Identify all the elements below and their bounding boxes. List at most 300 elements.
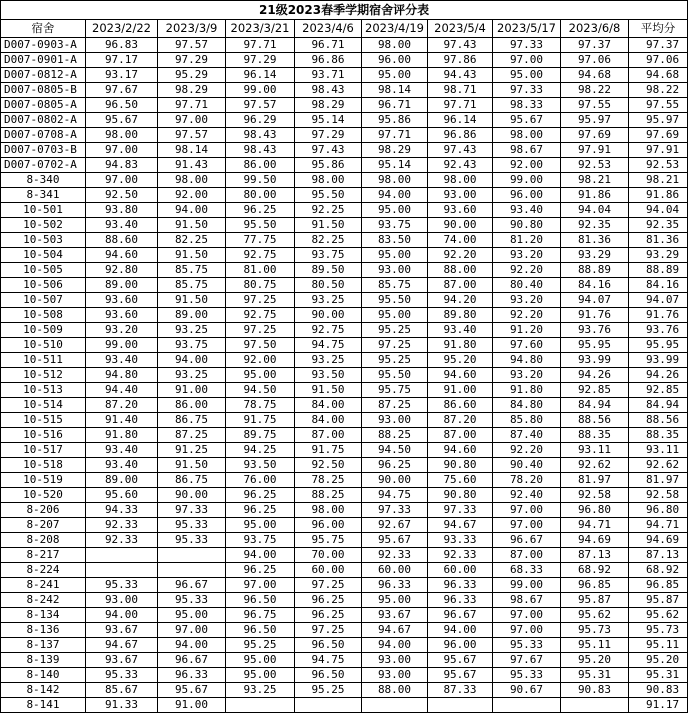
score-cell[interactable]: 93.25: [295, 353, 362, 368]
score-cell[interactable]: 86.75: [158, 413, 226, 428]
score-cell[interactable]: 94.04: [561, 203, 629, 218]
score-cell[interactable]: 93.40: [86, 443, 158, 458]
score-cell[interactable]: 96.00: [295, 518, 362, 533]
score-cell[interactable]: 95.00: [226, 368, 295, 383]
score-cell[interactable]: 96.14: [428, 113, 493, 128]
score-cell[interactable]: 93.00: [362, 413, 428, 428]
score-cell[interactable]: 98.00: [493, 128, 561, 143]
score-cell[interactable]: 94.25: [226, 443, 295, 458]
score-cell[interactable]: 97.00: [493, 518, 561, 533]
average-cell[interactable]: 92.85: [629, 383, 688, 398]
score-cell[interactable]: 96.25: [295, 608, 362, 623]
score-cell[interactable]: 95.67: [428, 668, 493, 683]
score-cell[interactable]: 95.00: [362, 203, 428, 218]
sheet-title[interactable]: 21级2023春季学期宿舍评分表: [1, 1, 688, 20]
score-cell[interactable]: 92.75: [226, 248, 295, 263]
score-cell[interactable]: 94.00: [226, 548, 295, 563]
score-cell[interactable]: 91.50: [158, 218, 226, 233]
score-cell[interactable]: 93.20: [493, 293, 561, 308]
score-cell[interactable]: 94.00: [428, 623, 493, 638]
average-cell[interactable]: 88.56: [629, 413, 688, 428]
score-cell[interactable]: 87.20: [86, 398, 158, 413]
dorm-cell[interactable]: 10-513: [1, 383, 86, 398]
score-cell[interactable]: 94.68: [561, 68, 629, 83]
dorm-cell[interactable]: 8-242: [1, 593, 86, 608]
score-cell[interactable]: 88.00: [428, 263, 493, 278]
score-cell[interactable]: 90.80: [493, 218, 561, 233]
score-cell[interactable]: 80.40: [493, 278, 561, 293]
score-cell[interactable]: 95.00: [226, 518, 295, 533]
score-cell[interactable]: [86, 548, 158, 563]
score-cell[interactable]: 94.33: [86, 503, 158, 518]
score-cell[interactable]: 95.00: [362, 68, 428, 83]
score-cell[interactable]: 98.43: [226, 143, 295, 158]
score-cell[interactable]: 93.20: [493, 368, 561, 383]
score-cell[interactable]: 91.80: [86, 428, 158, 443]
average-cell[interactable]: 95.87: [629, 593, 688, 608]
score-cell[interactable]: 92.20: [493, 308, 561, 323]
score-cell[interactable]: 91.00: [428, 383, 493, 398]
score-cell[interactable]: 97.25: [226, 323, 295, 338]
score-cell[interactable]: 78.25: [295, 473, 362, 488]
score-cell[interactable]: 94.67: [428, 518, 493, 533]
score-cell[interactable]: 92.80: [86, 263, 158, 278]
dorm-cell[interactable]: 8-137: [1, 638, 86, 653]
score-cell[interactable]: 95.67: [428, 653, 493, 668]
average-cell[interactable]: 95.20: [629, 653, 688, 668]
score-cell[interactable]: 93.00: [362, 263, 428, 278]
score-cell[interactable]: 89.80: [428, 308, 493, 323]
score-cell[interactable]: 85.80: [493, 413, 561, 428]
score-cell[interactable]: 81.36: [561, 233, 629, 248]
dorm-cell[interactable]: 8-207: [1, 518, 86, 533]
score-cell[interactable]: 97.71: [158, 98, 226, 113]
score-cell[interactable]: 93.75: [226, 533, 295, 548]
score-cell[interactable]: 92.53: [561, 158, 629, 173]
score-cell[interactable]: 97.91: [561, 143, 629, 158]
average-cell[interactable]: 97.37: [629, 38, 688, 53]
score-cell[interactable]: 91.86: [561, 188, 629, 203]
dorm-cell[interactable]: 8-140: [1, 668, 86, 683]
score-cell[interactable]: 98.22: [561, 83, 629, 98]
score-cell[interactable]: 88.35: [561, 428, 629, 443]
dorm-cell[interactable]: 8-141: [1, 698, 86, 713]
score-cell[interactable]: 84.80: [493, 398, 561, 413]
average-cell[interactable]: 81.97: [629, 473, 688, 488]
score-cell[interactable]: 97.25: [295, 623, 362, 638]
dorm-cell[interactable]: 10-505: [1, 263, 86, 278]
score-cell[interactable]: 95.00: [493, 68, 561, 83]
average-cell[interactable]: 84.16: [629, 278, 688, 293]
score-cell[interactable]: 85.67: [86, 683, 158, 698]
score-cell[interactable]: 86.75: [158, 473, 226, 488]
score-cell[interactable]: 95.50: [362, 293, 428, 308]
score-cell[interactable]: 96.14: [226, 68, 295, 83]
dorm-cell[interactable]: D007-0903-A: [1, 38, 86, 53]
score-cell[interactable]: 81.20: [493, 233, 561, 248]
score-cell[interactable]: 95.00: [362, 593, 428, 608]
header-cell-average[interactable]: 平均分: [629, 20, 688, 38]
score-cell[interactable]: 94.50: [226, 383, 295, 398]
score-cell[interactable]: 93.75: [158, 338, 226, 353]
score-cell[interactable]: 99.00: [226, 83, 295, 98]
score-cell[interactable]: 60.00: [362, 563, 428, 578]
score-cell[interactable]: 87.33: [428, 683, 493, 698]
score-cell[interactable]: 93.50: [295, 368, 362, 383]
score-cell[interactable]: 96.25: [226, 563, 295, 578]
score-cell[interactable]: 97.00: [158, 623, 226, 638]
score-cell[interactable]: 93.00: [362, 653, 428, 668]
dorm-cell[interactable]: 8-340: [1, 173, 86, 188]
score-cell[interactable]: 95.50: [226, 218, 295, 233]
dorm-cell[interactable]: 8-142: [1, 683, 86, 698]
score-cell[interactable]: 91.43: [158, 158, 226, 173]
score-cell[interactable]: 97.33: [362, 503, 428, 518]
score-cell[interactable]: 94.67: [86, 638, 158, 653]
score-cell[interactable]: 92.50: [295, 458, 362, 473]
score-cell[interactable]: 96.86: [295, 53, 362, 68]
score-cell[interactable]: 97.57: [158, 38, 226, 53]
average-cell[interactable]: 84.94: [629, 398, 688, 413]
score-cell[interactable]: 97.25: [295, 578, 362, 593]
score-cell[interactable]: 87.00: [493, 548, 561, 563]
dorm-cell[interactable]: 8-341: [1, 188, 86, 203]
score-cell[interactable]: 92.62: [561, 458, 629, 473]
score-cell[interactable]: 91.50: [158, 248, 226, 263]
score-cell[interactable]: 84.16: [561, 278, 629, 293]
average-cell[interactable]: 93.11: [629, 443, 688, 458]
score-cell[interactable]: 87.25: [362, 398, 428, 413]
average-cell[interactable]: 88.35: [629, 428, 688, 443]
score-cell[interactable]: 87.00: [295, 428, 362, 443]
score-cell[interactable]: 95.25: [362, 323, 428, 338]
score-cell[interactable]: 90.80: [428, 458, 493, 473]
score-cell[interactable]: 92.20: [493, 443, 561, 458]
score-cell[interactable]: 70.00: [295, 548, 362, 563]
score-cell[interactable]: 95.25: [226, 638, 295, 653]
average-cell[interactable]: 95.73: [629, 623, 688, 638]
score-cell[interactable]: 96.86: [428, 128, 493, 143]
score-cell[interactable]: 84.00: [295, 413, 362, 428]
score-cell[interactable]: 93.40: [428, 323, 493, 338]
header-cell-date-5[interactable]: 2023/4/19: [362, 20, 428, 38]
score-cell[interactable]: 93.60: [86, 293, 158, 308]
score-cell[interactable]: 94.60: [86, 248, 158, 263]
dorm-cell[interactable]: 8-134: [1, 608, 86, 623]
score-cell[interactable]: 94.75: [295, 338, 362, 353]
score-cell[interactable]: 90.00: [158, 488, 226, 503]
average-cell[interactable]: 91.86: [629, 188, 688, 203]
score-cell[interactable]: 94.75: [362, 488, 428, 503]
score-cell[interactable]: 95.00: [158, 608, 226, 623]
score-cell[interactable]: 94.69: [561, 533, 629, 548]
score-cell[interactable]: 78.20: [493, 473, 561, 488]
score-cell[interactable]: 95.25: [295, 683, 362, 698]
dorm-cell[interactable]: 8-139: [1, 653, 86, 668]
score-cell[interactable]: [158, 548, 226, 563]
score-cell[interactable]: 91.40: [86, 413, 158, 428]
score-cell[interactable]: 97.29: [226, 53, 295, 68]
score-cell[interactable]: 92.43: [428, 158, 493, 173]
score-cell[interactable]: 60.00: [295, 563, 362, 578]
score-cell[interactable]: 68.33: [493, 563, 561, 578]
score-cell[interactable]: 68.92: [561, 563, 629, 578]
score-cell[interactable]: 87.25: [158, 428, 226, 443]
score-cell[interactable]: 96.33: [428, 578, 493, 593]
score-cell[interactable]: 96.00: [362, 53, 428, 68]
score-cell[interactable]: 96.25: [362, 458, 428, 473]
score-cell[interactable]: 97.06: [561, 53, 629, 68]
score-cell[interactable]: 94.00: [158, 638, 226, 653]
header-cell-date-8[interactable]: 2023/6/8: [561, 20, 629, 38]
score-cell[interactable]: 95.14: [362, 158, 428, 173]
score-cell[interactable]: 94.20: [428, 293, 493, 308]
score-cell[interactable]: 93.00: [428, 188, 493, 203]
score-cell[interactable]: 89.50: [295, 263, 362, 278]
score-cell[interactable]: 81.00: [226, 263, 295, 278]
score-cell[interactable]: 91.50: [158, 458, 226, 473]
dorm-cell[interactable]: 8-136: [1, 623, 86, 638]
score-cell[interactable]: 95.11: [561, 638, 629, 653]
score-cell[interactable]: 93.80: [86, 203, 158, 218]
score-cell[interactable]: 93.75: [362, 218, 428, 233]
score-cell[interactable]: 86.00: [158, 398, 226, 413]
dorm-cell[interactable]: 10-511: [1, 353, 86, 368]
score-cell[interactable]: 97.29: [158, 53, 226, 68]
score-cell[interactable]: 86.00: [226, 158, 295, 173]
score-cell[interactable]: 95.62: [561, 608, 629, 623]
score-cell[interactable]: 93.40: [493, 203, 561, 218]
score-cell[interactable]: 92.33: [362, 548, 428, 563]
dorm-cell[interactable]: 10-517: [1, 443, 86, 458]
score-cell[interactable]: 93.20: [493, 248, 561, 263]
average-cell[interactable]: 98.21: [629, 173, 688, 188]
score-cell[interactable]: 97.50: [226, 338, 295, 353]
average-cell[interactable]: 97.91: [629, 143, 688, 158]
score-cell[interactable]: 95.20: [428, 353, 493, 368]
score-cell[interactable]: 85.75: [158, 278, 226, 293]
score-cell[interactable]: 95.95: [561, 338, 629, 353]
score-cell[interactable]: 98.29: [362, 143, 428, 158]
score-cell[interactable]: 97.33: [428, 503, 493, 518]
score-cell[interactable]: 94.60: [428, 368, 493, 383]
dorm-cell[interactable]: 8-224: [1, 563, 86, 578]
score-cell[interactable]: 88.60: [86, 233, 158, 248]
score-cell[interactable]: 97.57: [226, 98, 295, 113]
score-cell[interactable]: 95.50: [295, 188, 362, 203]
score-cell[interactable]: 97.69: [561, 128, 629, 143]
score-cell[interactable]: 95.67: [86, 113, 158, 128]
score-cell[interactable]: 97.55: [561, 98, 629, 113]
average-cell[interactable]: 94.68: [629, 68, 688, 83]
score-cell[interactable]: 89.00: [86, 278, 158, 293]
score-cell[interactable]: 92.00: [226, 353, 295, 368]
score-cell[interactable]: 96.75: [226, 608, 295, 623]
header-cell-dorm[interactable]: 宿舍: [1, 20, 86, 38]
score-cell[interactable]: 96.00: [493, 188, 561, 203]
average-cell[interactable]: 91.76: [629, 308, 688, 323]
dorm-cell[interactable]: 10-508: [1, 308, 86, 323]
dorm-cell[interactable]: 10-516: [1, 428, 86, 443]
dorm-cell[interactable]: 10-518: [1, 458, 86, 473]
score-cell[interactable]: 98.00: [158, 173, 226, 188]
score-cell[interactable]: 98.14: [158, 143, 226, 158]
score-cell[interactable]: 98.67: [493, 143, 561, 158]
score-cell[interactable]: 96.67: [493, 533, 561, 548]
score-cell[interactable]: 93.11: [561, 443, 629, 458]
score-cell[interactable]: 94.75: [295, 653, 362, 668]
score-cell[interactable]: 94.80: [493, 353, 561, 368]
average-cell[interactable]: 94.71: [629, 518, 688, 533]
score-cell[interactable]: 95.97: [561, 113, 629, 128]
score-cell[interactable]: 88.25: [362, 428, 428, 443]
score-cell[interactable]: 97.25: [226, 293, 295, 308]
score-cell[interactable]: 90.83: [561, 683, 629, 698]
score-cell[interactable]: 98.00: [295, 173, 362, 188]
score-cell[interactable]: 92.75: [295, 323, 362, 338]
average-cell[interactable]: 95.97: [629, 113, 688, 128]
score-cell[interactable]: 97.25: [362, 338, 428, 353]
score-cell[interactable]: 93.00: [362, 668, 428, 683]
average-cell[interactable]: 98.22: [629, 83, 688, 98]
dorm-cell[interactable]: D007-0805-B: [1, 83, 86, 98]
score-cell[interactable]: 97.00: [158, 113, 226, 128]
score-cell[interactable]: 97.67: [493, 653, 561, 668]
score-cell[interactable]: [295, 698, 362, 713]
score-cell[interactable]: 93.60: [428, 203, 493, 218]
score-cell[interactable]: 94.43: [428, 68, 493, 83]
score-cell[interactable]: 92.67: [362, 518, 428, 533]
score-cell[interactable]: 82.25: [295, 233, 362, 248]
dorm-cell[interactable]: 10-520: [1, 488, 86, 503]
score-cell[interactable]: 97.00: [493, 53, 561, 68]
score-cell[interactable]: 95.75: [362, 383, 428, 398]
score-cell[interactable]: 95.25: [362, 353, 428, 368]
score-cell[interactable]: [226, 698, 295, 713]
score-cell[interactable]: 95.33: [86, 578, 158, 593]
average-cell[interactable]: 87.13: [629, 548, 688, 563]
score-cell[interactable]: 97.00: [86, 143, 158, 158]
score-cell[interactable]: 95.86: [362, 113, 428, 128]
score-cell[interactable]: 96.33: [158, 668, 226, 683]
score-cell[interactable]: 91.00: [158, 698, 226, 713]
score-cell[interactable]: 89.00: [86, 473, 158, 488]
score-cell[interactable]: 97.33: [158, 503, 226, 518]
dorm-cell[interactable]: 8-241: [1, 578, 86, 593]
score-cell[interactable]: 95.73: [561, 623, 629, 638]
score-cell[interactable]: 95.75: [295, 533, 362, 548]
score-cell[interactable]: 95.00: [362, 248, 428, 263]
score-cell[interactable]: 93.71: [295, 68, 362, 83]
average-cell[interactable]: 95.31: [629, 668, 688, 683]
score-cell[interactable]: 97.33: [493, 38, 561, 53]
score-cell[interactable]: 77.75: [226, 233, 295, 248]
score-cell[interactable]: 91.25: [158, 443, 226, 458]
score-cell[interactable]: 91.75: [295, 443, 362, 458]
score-cell[interactable]: 98.00: [362, 173, 428, 188]
score-cell[interactable]: 97.00: [493, 608, 561, 623]
score-cell[interactable]: 84.00: [295, 398, 362, 413]
header-cell-date-2[interactable]: 2023/3/9: [158, 20, 226, 38]
dorm-cell[interactable]: 10-502: [1, 218, 86, 233]
score-cell[interactable]: 97.00: [493, 623, 561, 638]
score-cell[interactable]: 89.75: [226, 428, 295, 443]
score-cell[interactable]: 78.75: [226, 398, 295, 413]
score-cell[interactable]: 91.00: [158, 383, 226, 398]
score-cell[interactable]: 93.40: [86, 458, 158, 473]
score-cell[interactable]: 90.40: [493, 458, 561, 473]
score-cell[interactable]: 93.67: [362, 608, 428, 623]
score-cell[interactable]: 97.37: [561, 38, 629, 53]
score-cell[interactable]: 85.75: [158, 263, 226, 278]
header-cell-date-1[interactable]: 2023/2/22: [86, 20, 158, 38]
score-cell[interactable]: 96.50: [226, 623, 295, 638]
score-cell[interactable]: 90.00: [428, 218, 493, 233]
score-cell[interactable]: 96.67: [158, 578, 226, 593]
score-cell[interactable]: 96.67: [428, 608, 493, 623]
score-cell[interactable]: 88.00: [362, 683, 428, 698]
score-cell[interactable]: 87.20: [428, 413, 493, 428]
dorm-cell[interactable]: D007-0802-A: [1, 113, 86, 128]
average-cell[interactable]: 94.04: [629, 203, 688, 218]
score-cell[interactable]: 97.17: [86, 53, 158, 68]
score-cell[interactable]: [561, 698, 629, 713]
dorm-cell[interactable]: D007-0708-A: [1, 128, 86, 143]
score-cell[interactable]: 98.00: [86, 128, 158, 143]
score-cell[interactable]: 95.67: [493, 113, 561, 128]
score-cell[interactable]: 95.33: [158, 518, 226, 533]
score-cell[interactable]: 97.67: [86, 83, 158, 98]
score-cell[interactable]: 93.67: [86, 653, 158, 668]
average-cell[interactable]: 92.58: [629, 488, 688, 503]
dorm-cell[interactable]: 10-514: [1, 398, 86, 413]
score-cell[interactable]: 92.35: [561, 218, 629, 233]
score-cell[interactable]: 90.00: [362, 473, 428, 488]
score-cell[interactable]: 96.80: [561, 503, 629, 518]
score-cell[interactable]: 95.20: [561, 653, 629, 668]
average-cell[interactable]: 92.62: [629, 458, 688, 473]
score-cell[interactable]: 93.76: [561, 323, 629, 338]
score-cell[interactable]: 98.43: [295, 83, 362, 98]
score-cell[interactable]: 93.25: [158, 323, 226, 338]
score-cell[interactable]: 95.14: [295, 113, 362, 128]
score-cell[interactable]: 87.40: [493, 428, 561, 443]
score-cell[interactable]: 96.50: [295, 638, 362, 653]
score-cell[interactable]: 97.43: [428, 38, 493, 53]
score-cell[interactable]: 94.00: [158, 203, 226, 218]
score-cell[interactable]: 96.25: [226, 488, 295, 503]
score-cell[interactable]: 96.85: [561, 578, 629, 593]
score-cell[interactable]: 99.50: [226, 173, 295, 188]
score-cell[interactable]: 84.94: [561, 398, 629, 413]
dorm-cell[interactable]: D007-0805-A: [1, 98, 86, 113]
dorm-cell[interactable]: D007-0812-A: [1, 68, 86, 83]
score-cell[interactable]: 96.33: [362, 578, 428, 593]
score-cell[interactable]: 99.00: [493, 173, 561, 188]
score-cell[interactable]: 93.60: [86, 308, 158, 323]
score-cell[interactable]: 94.00: [362, 638, 428, 653]
score-cell[interactable]: 97.71: [226, 38, 295, 53]
dorm-cell[interactable]: 10-510: [1, 338, 86, 353]
score-cell[interactable]: 92.20: [493, 263, 561, 278]
score-cell[interactable]: 94.80: [86, 368, 158, 383]
score-cell[interactable]: 92.00: [493, 158, 561, 173]
score-cell[interactable]: 95.67: [362, 533, 428, 548]
score-cell[interactable]: 94.00: [158, 353, 226, 368]
score-cell[interactable]: 94.00: [86, 608, 158, 623]
score-cell[interactable]: 95.33: [86, 668, 158, 683]
dorm-cell[interactable]: 8-206: [1, 503, 86, 518]
